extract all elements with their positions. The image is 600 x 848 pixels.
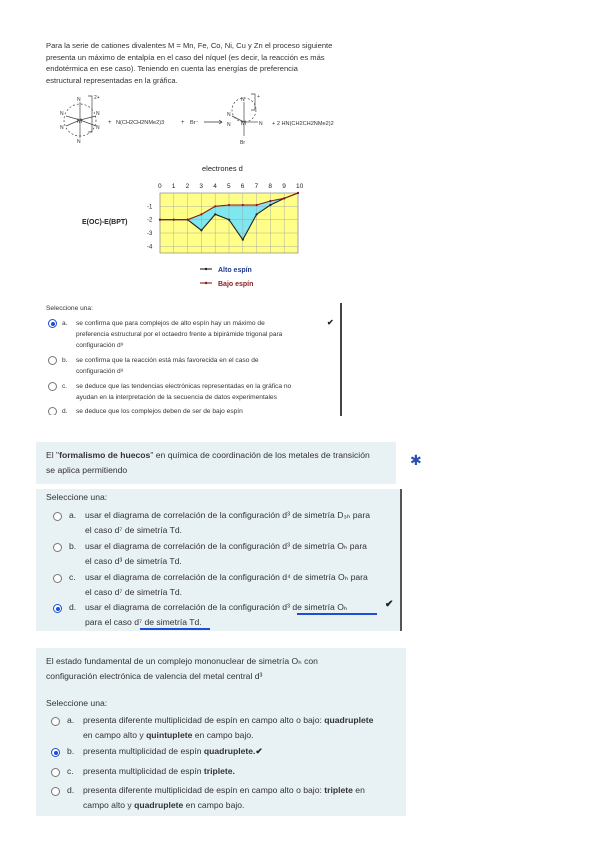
q1-select-label: Seleccione una: [46, 305, 93, 312]
x-tick-label: 4 [213, 183, 217, 190]
text-part: en campo alto y [83, 729, 147, 740]
q2-text-pre: El " [46, 450, 60, 460]
reaction-arrow [204, 120, 222, 124]
data-point [228, 219, 230, 221]
radio-button[interactable] [51, 787, 60, 796]
q2-option-d[interactable] [53, 600, 403, 629]
charge-label: 2+ [94, 95, 100, 101]
option-text [83, 744, 411, 759]
option-line: usar el diagrama de correlación de la configuración d³ de simetría D₃ₕ para [85, 510, 370, 520]
q1-line: Para la serie de cationes divalentes M = Mn, Fe, Co, Ni, Cu y Zn el proceso siguiente [46, 41, 333, 50]
x-tick-label: 2 [185, 183, 190, 190]
legend-marker [205, 282, 207, 284]
option-letter: c. [62, 383, 68, 390]
n-label: N [227, 112, 231, 118]
q1-option-a[interactable] [48, 318, 348, 351]
data-point [187, 219, 189, 221]
question-1-text [46, 40, 376, 86]
text-bold: quadruplete [324, 715, 374, 725]
option-line: usar el diagrama de correlación de la configuración d³ de simetría Oₕ [85, 602, 348, 612]
metal-label: M [241, 121, 246, 127]
option-line: para el caso d⁷ de simetría Td. [85, 616, 202, 627]
q2-text-bold: formalismo de huecos [59, 450, 151, 460]
option-line: configuración d⁸ [76, 368, 124, 375]
option-text [76, 381, 348, 403]
radio-button[interactable] [53, 574, 62, 583]
option-line: usar el diagrama de correlación de la configuración d⁴ de simetría Oₕ para [85, 572, 368, 582]
q1-line: endotérmica en ese caso). Teniendo en cuenta las energías de preferencia [46, 64, 298, 73]
option-letter: d. [62, 408, 68, 415]
option-letter: b. [69, 541, 77, 551]
x-tick-label: 1 [171, 183, 176, 190]
q1-option-d[interactable] [48, 406, 348, 415]
option-text: se deduce que los complejos deben de ser de bajo espín [76, 408, 243, 415]
x-tick-label: 8 [268, 183, 273, 190]
option-letter: b. [67, 746, 75, 756]
text-part: campo alto y [83, 799, 135, 810]
x-tick-label: 5 [227, 183, 231, 190]
chart-ylabel: E(OC)-E(BPT) [82, 219, 128, 226]
radio-button[interactable] [51, 768, 60, 777]
n-label: N [96, 125, 100, 131]
option-line: preferencia estructural por el octaedro frente a bipirámide trigonal para [76, 331, 283, 338]
radio-button[interactable] [53, 543, 62, 552]
q1-option-d-clip [48, 406, 348, 415]
option-line: se deduce que las tendencias electrónicas representadas en la gráfica no [76, 383, 292, 390]
y-tick-label: -2 [147, 217, 153, 224]
text-bold: quintuplete [146, 729, 193, 740]
q1-option-b[interactable] [48, 355, 348, 377]
text-part: presenta diferente multiplicidad de espín en campo alto o bajo: [83, 715, 325, 725]
option-line: configuración d⁸ [76, 342, 124, 349]
data-point [297, 192, 299, 194]
option-letter: a. [62, 320, 68, 327]
q3-select-label: Seleccione una: [46, 698, 108, 708]
data-point [214, 205, 216, 207]
correct-check-icon: ✔ [385, 599, 394, 610]
q1-line: estructural representadas en la gráfica. [46, 75, 178, 85]
data-point [159, 219, 161, 221]
option-text [85, 508, 403, 537]
q1-option-c[interactable] [48, 381, 348, 403]
data-point [256, 213, 258, 215]
n-label: N [77, 139, 81, 145]
option-line [83, 798, 411, 813]
question-2-text [46, 448, 396, 477]
plus-sign: + [108, 120, 112, 126]
data-point [214, 213, 216, 215]
enthalpy-chart [80, 160, 380, 295]
radio-button[interactable] [53, 604, 62, 613]
legend-label: Alto espín [218, 267, 252, 274]
option-text [76, 318, 348, 351]
data-point [200, 213, 202, 215]
option-text [85, 539, 403, 568]
n-label: N [259, 121, 263, 127]
option-text [83, 764, 411, 779]
q3-option-a[interactable] [51, 713, 411, 742]
n-label: N [77, 97, 81, 103]
x-tick-label: 7 [254, 183, 259, 190]
data-point [269, 204, 271, 206]
option-text [76, 355, 348, 377]
q2-option-a[interactable] [53, 508, 403, 537]
q2-option-b[interactable] [53, 539, 403, 568]
data-point [256, 204, 258, 206]
option-line [83, 728, 411, 743]
option-line: el caso d³ de simetría Td. [85, 555, 182, 566]
product-extra-label: + 2 HN(CH2CH2NMe2)2 [272, 121, 334, 127]
text-bold: triplete. [203, 766, 235, 776]
option-text [85, 600, 403, 629]
data-point [242, 239, 244, 241]
reagent-label: N(CH2CH2NMe2)3 [116, 120, 165, 126]
n-label: N [96, 111, 100, 117]
option-letter: d. [67, 785, 75, 795]
y-tick-label: -4 [147, 244, 153, 251]
radio-button[interactable] [51, 748, 60, 757]
annotation-underline [140, 628, 210, 630]
option-text [85, 570, 403, 599]
option-letter: c. [69, 572, 76, 582]
q1-line: presenta un máximo de entalpía en el caso del níquel (es decir, la reacción es más [46, 52, 325, 62]
product-complex [232, 94, 258, 136]
x-tick-label: 6 [240, 183, 245, 190]
x-tick-label: 10 [296, 183, 304, 190]
y-tick-label: -3 [147, 231, 153, 237]
plus-sign: + [181, 120, 185, 126]
option-letter: a. [69, 510, 77, 520]
text-part: presenta multiplicidad de espín [83, 746, 204, 756]
text-part: en campo bajo. [183, 799, 245, 810]
option-letter: b. [62, 357, 68, 364]
radio-button[interactable] [51, 717, 60, 726]
radio-button[interactable] [48, 319, 57, 328]
q1-scrollbar[interactable] [340, 303, 342, 416]
data-point [242, 204, 244, 206]
data-point [173, 219, 175, 221]
radio-button[interactable] [53, 512, 62, 521]
option-line: se confirma que la reacción está más favorecida en el caso de [76, 357, 259, 364]
radio-button[interactable] [48, 356, 57, 365]
radio-button[interactable] [48, 382, 57, 391]
x-tick-label: 9 [282, 183, 286, 190]
q2-option-c[interactable] [53, 570, 403, 599]
data-point [228, 204, 230, 206]
n-label: N [227, 122, 231, 128]
option-line [83, 783, 411, 798]
q3-option-c[interactable] [51, 764, 411, 779]
n-label: N [241, 97, 245, 103]
text-part: presenta multiplicidad de espín [83, 766, 204, 776]
q2-line [46, 448, 396, 463]
option-letter: a. [67, 715, 75, 725]
q3-line: configuración electrónica de valencia del metal central d³ [46, 670, 263, 681]
data-point [283, 197, 285, 199]
x-tick-label: 0 [158, 183, 162, 190]
option-line: usar el diagrama de correlación de la configuración d³ de simetría Oₕ para [85, 541, 367, 551]
question-2-card [36, 442, 396, 484]
text-part: en [352, 785, 365, 795]
option-line: el caso d⁷ de simetría Td. [85, 524, 183, 535]
correct-check-icon: ✔ [327, 318, 334, 327]
y-tick-label: -1 [147, 204, 153, 211]
reaction-scheme [58, 92, 368, 154]
q2-scrollbar[interactable] [400, 489, 402, 631]
br-label: Br [240, 140, 245, 146]
n-label: N [60, 125, 64, 131]
text-bold: quadruplete. [203, 746, 256, 756]
legend-label: Bajo espín [218, 281, 254, 288]
text-part: presenta diferente multiplicidad de espín en campo alto o bajo: [83, 785, 325, 795]
option-line: el caso d⁷ de simetría Td. [85, 586, 183, 597]
metal-label: M [77, 119, 82, 125]
annotation-underline [297, 613, 377, 615]
option-text [83, 783, 411, 812]
data-point [200, 229, 202, 231]
text-part: en campo bajo. [192, 729, 254, 740]
n-label: N [60, 111, 64, 117]
correct-check-icon: ✔ [255, 746, 263, 756]
charge-label: + [257, 94, 260, 100]
option-letter: d. [69, 602, 77, 612]
q3-line: El estado fundamental de un complejo mononuclear de simetría Oₕ con [46, 656, 318, 666]
q3-option-d[interactable] [51, 783, 411, 812]
question-3-text [46, 654, 406, 683]
option-line: ayudan en la interpretación de la secuencia de datos experimentales [76, 394, 277, 401]
text-bold: quadruplete [134, 799, 184, 810]
option-text [83, 713, 411, 742]
option-line [83, 713, 411, 728]
x-tick-label: 3 [199, 183, 204, 190]
q2-select-label: Seleccione una: [46, 492, 108, 502]
data-point [269, 200, 271, 202]
legend-marker [205, 268, 207, 270]
chart-title: electrones d [202, 164, 243, 173]
q2-text-post: " en química de coordinación de los metales de transición [150, 450, 370, 460]
bromide-label: Br⁻ [190, 120, 199, 126]
q3-option-b[interactable] [51, 744, 411, 759]
option-letter: c. [67, 766, 74, 776]
radio-button[interactable] [48, 407, 57, 415]
option-line: se confirma que para complejos de alto espín hay un máximo de [76, 320, 265, 327]
text-bold: triplete [324, 785, 353, 795]
q2-line: se aplica permitiendo [46, 464, 128, 475]
flag-question-icon[interactable]: ✱ [410, 452, 422, 468]
